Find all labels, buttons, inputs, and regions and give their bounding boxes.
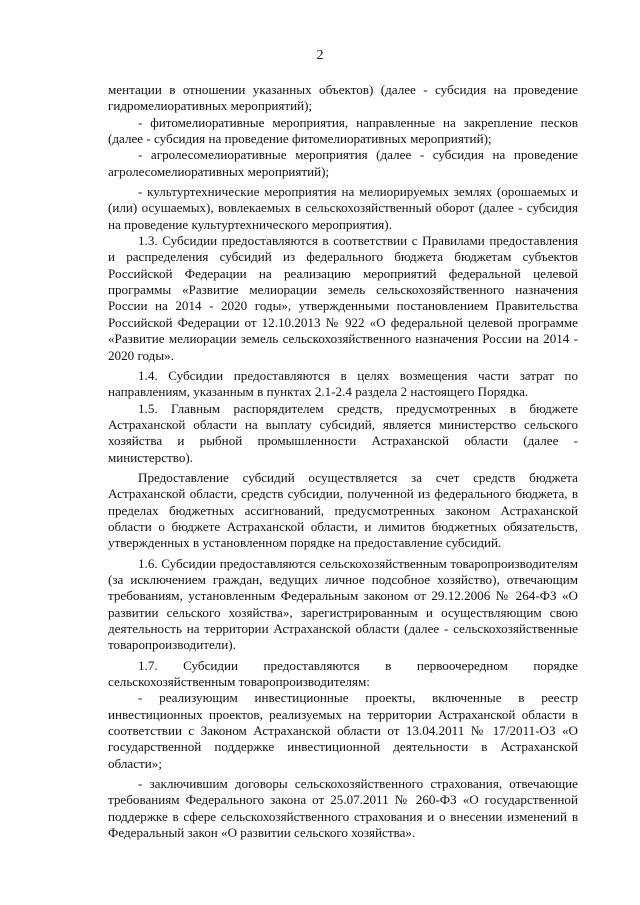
paragraph-phytomelioration: - фитомелиоративные мероприятия, направленные на закрепление песков (далее - субсидия на проведение фитомелиоративных мероприятий); xyxy=(108,114,578,147)
paragraph-1-4: 1.4. Субсидии предоставляются в целях возмещения части затрат по направлениям, указанным в пунктах 2.1-2.4 раздела 2 настоящего Порядка. xyxy=(108,367,578,400)
paragraph-1-7: 1.7. Субсидии предоставляются в первоочередном порядке сельскохозяйственным товаропроизводителям: xyxy=(108,657,578,690)
paragraph-insurance: - заключившим договоры сельскохозяйственного страхования, отвечающие требованиям Федерального закона от 25.07.2011 № 260-ФЗ «О государственной поддержке в сфере сельскохозяйственного страхования и о внесении изменений в Федеральный закон «О развитии сельского хозяйства». xyxy=(108,776,578,841)
paragraph-1-5: 1.5. Главным распорядителем средств, предусмотренных в бюджете Астраханской области на выплату субсидий, является министерство сельского хозяйства и рыбной промышленности Астраханской области (далее - министерство). xyxy=(108,400,578,465)
paragraph-1-6: 1.6. Субсидии предоставляются сельскохозяйственным товаропроизводителям (за исключением граждан, ведущих личное подсобное хозяйство), отвечающим требованиям, установленным Федеральным законом от 29.12.2006 № 264-ФЗ «О развитии сельского хозяйства», зарегистрированным и осуществляющим свою деятельность на территории Астраханской области (далее - сельскохозяйственные товаропроизводители). xyxy=(108,555,578,653)
paragraph-cultural-technical: - культуртехнические мероприятия на мелиорируемых землях (орошаемых и (или) осушаемых), вовлекаемых в сельскохозяйственный оборот (далее - субсидия на проведение культуртехнического мероприятия). xyxy=(108,184,578,232)
paragraph-investment-projects: - реализующим инвестиционные проекты, включенные в реестр инвестиционных проектов, реализуемых на территории Астраханской области в соответствии с Законом Астраханской области от 13.04.2011 № 17/2011-ОЗ «О государственной поддержке инвестиционной деятельности в Астраханской области»; xyxy=(108,690,578,771)
paragraph-1-3: 1.3. Субсидии предоставляются в соответствии с Правилами предоставления и распределения субсидий из федерального бюджета бюджетам субъектов Российской Федерации на реализацию мероприятий федеральной целевой программы «Развитие мелиорации земель сельскохозяйственного назначения России на 2014 - 2020 годы», утвержденными постановлением Правительства Российской Федерации от 12.10.2013 № 922 «О федеральной целевой программе «Развитие мелиорации земель сельскохозяйственного назначения России на 2014 - 2020 годы». xyxy=(108,233,578,363)
paragraph-continuation: ментации в отношении указанных объектов) (далее - субсидия на проведение гидромелиоративных мероприятий); xyxy=(108,82,578,114)
paragraph-funding: Предоставление субсидий осуществляется за счет средств бюджета Астраханской области, средств субсидии, полученной из федерального бюджета, в пределах бюджетных ассигнований, предусмотренных законом Астраханской области о бюджете Астраханской области, и лимитов бюджетных обязательств, утвержденных в установленном порядке на предоставление субсидий. xyxy=(108,469,578,551)
paragraph-agroforest: - агролесомелиоративные мероприятия (далее - субсидия на проведение агролесомелиоративных мероприятий); xyxy=(108,147,578,179)
page-number: 2 xyxy=(316,48,324,63)
document-body xyxy=(108,82,578,841)
